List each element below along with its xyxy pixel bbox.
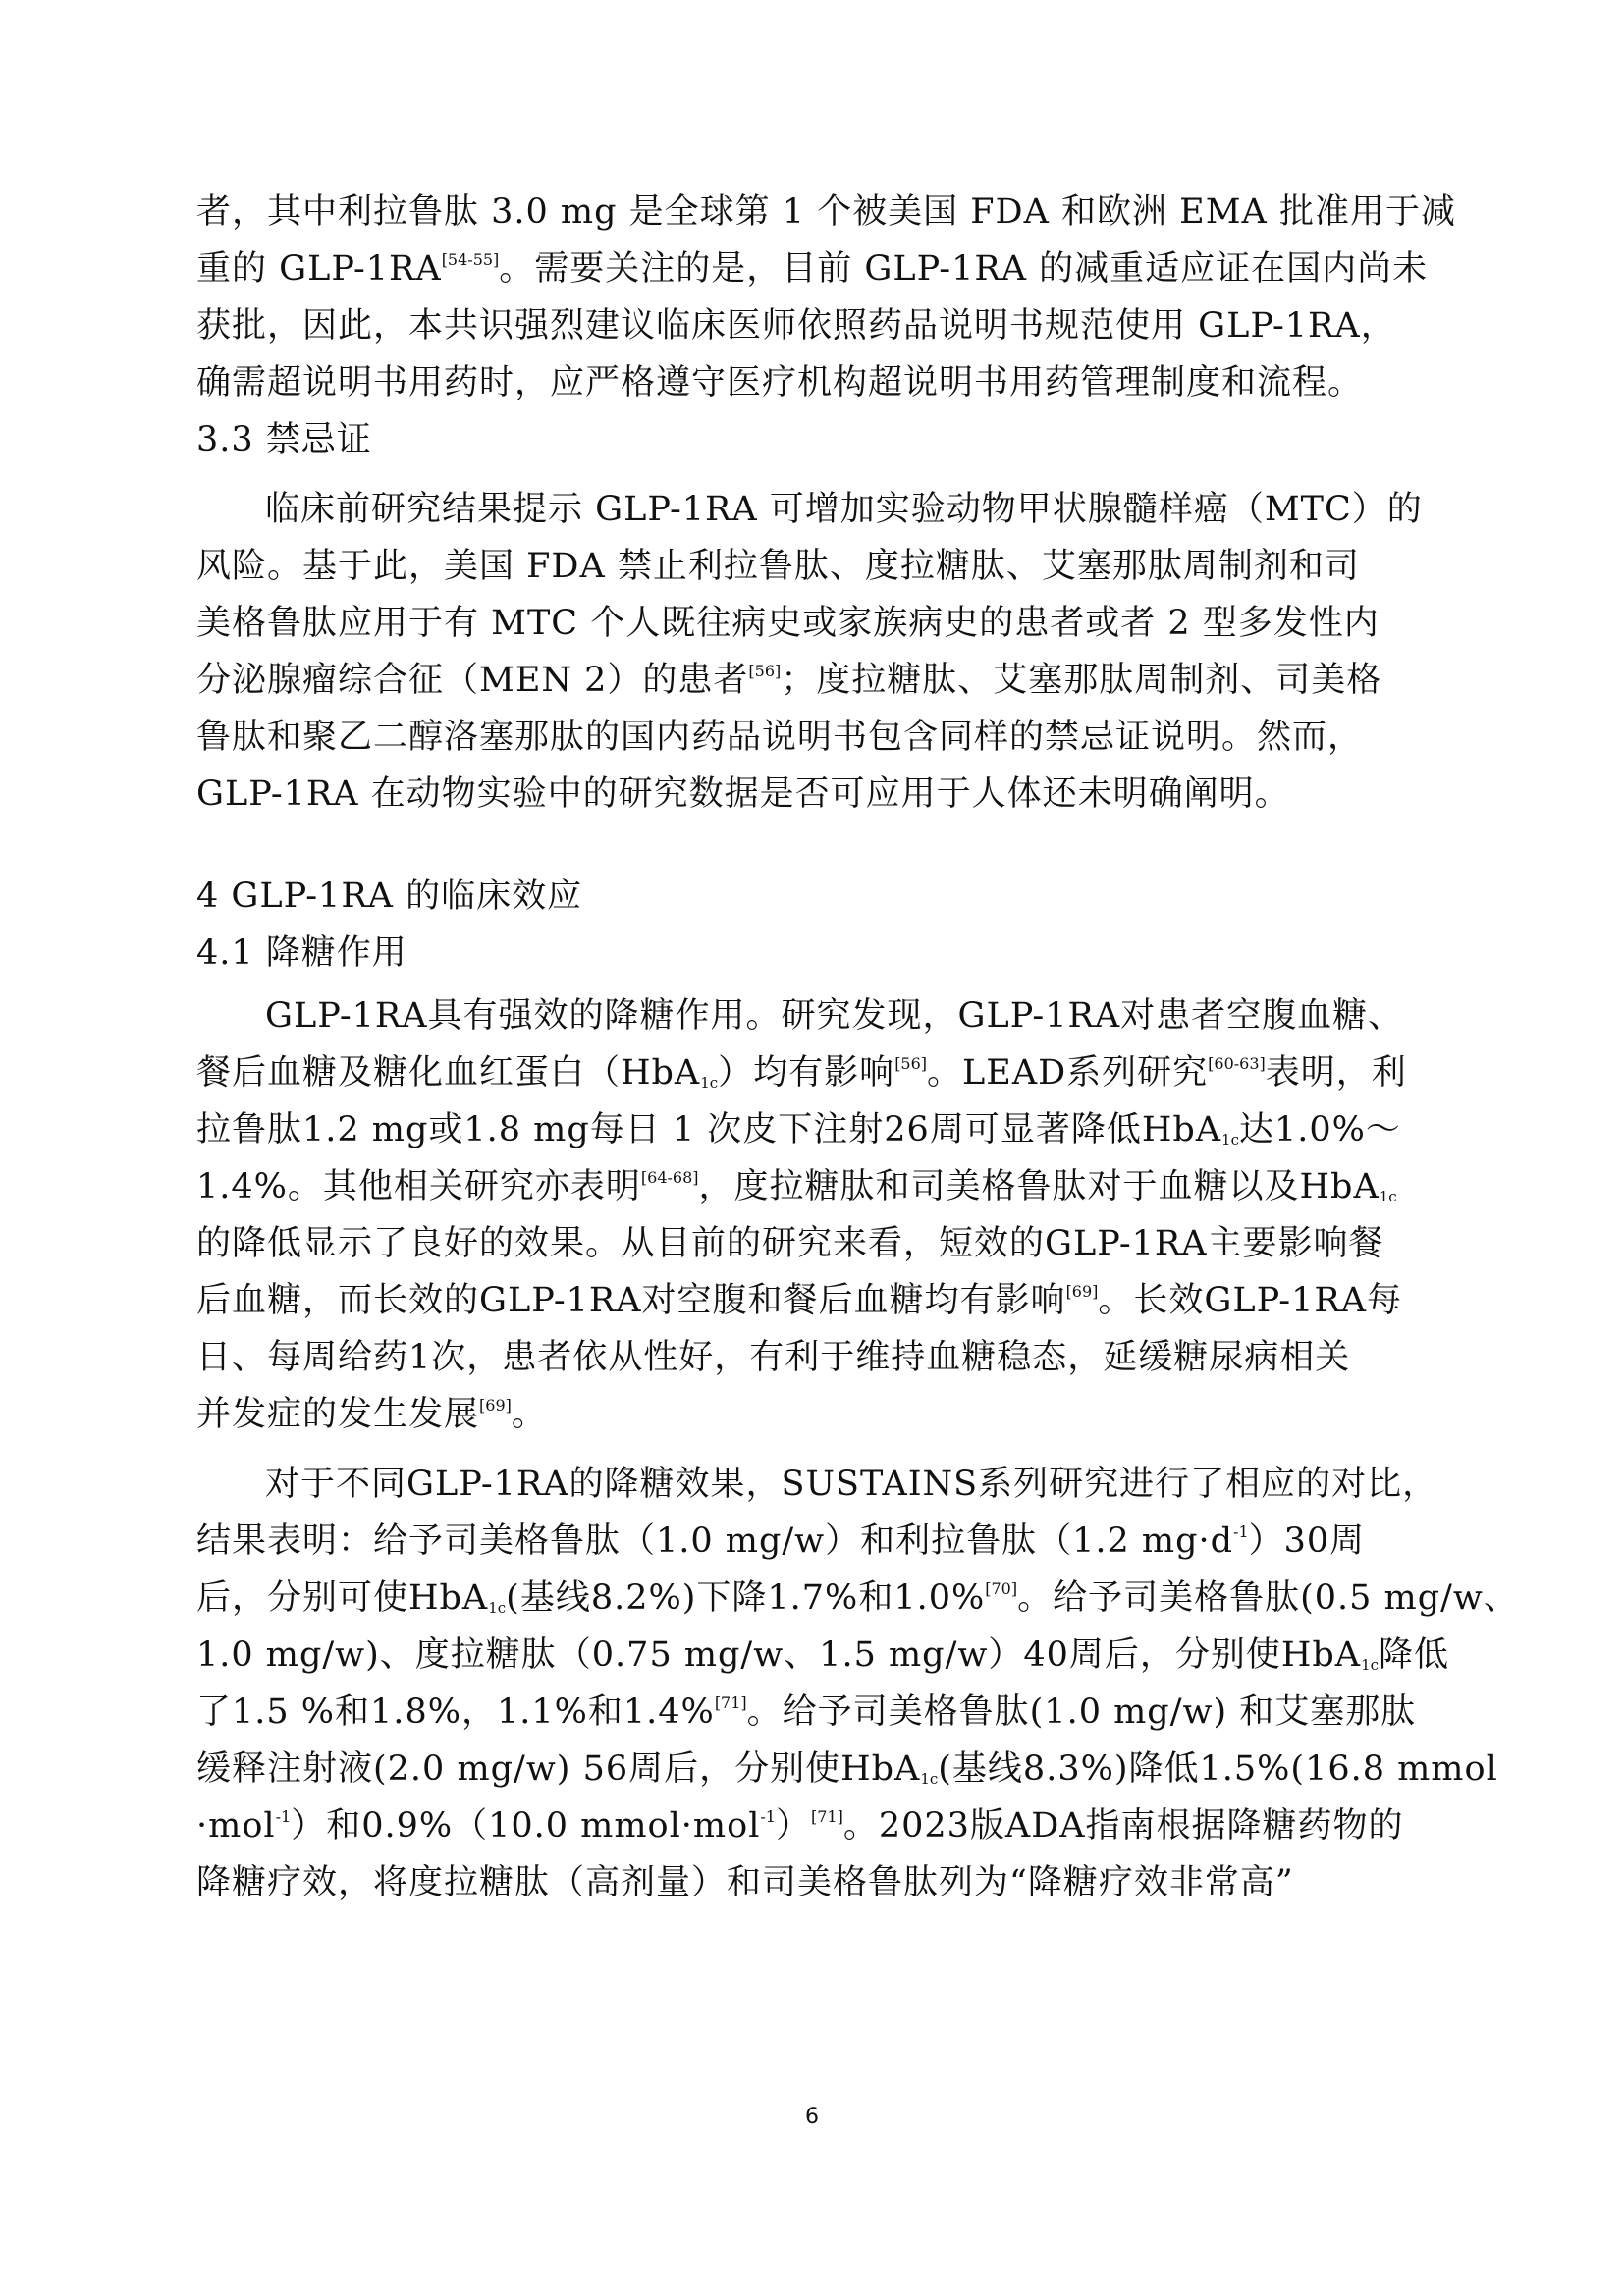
- text-line: [196, 301, 1396, 350]
- text-line: [196, 1162, 1397, 1211]
- citation-superscript: [64-68]: [640, 1168, 699, 1187]
- text-segment: 1.0 mg/w)、度拉糖肽（0.75 mg/w、1.5 mg/w）40周后，分别使HbA: [196, 1635, 1362, 1675]
- text-segment: (基线8.2%)下降1.7%和1.0%: [506, 1578, 986, 1618]
- text-segment: 。给予司美格鲁肽(0.5 mg/w、: [1017, 1578, 1519, 1618]
- text-segment: 拉鲁肽1.2 mg或1.8 mg每日 1 次皮下注射26周可显著降低HbA: [196, 1110, 1222, 1149]
- subscript: 1c: [1379, 1188, 1397, 1205]
- text-segment: 表明，利: [1265, 1053, 1407, 1093]
- text-segment: 缓释注射液(2.0 mg/w) 56周后，分别使HbA: [196, 1749, 921, 1789]
- subscript: 1c: [920, 1770, 939, 1788]
- text-segment: (基线8.3%)降低1.5%(16.8 mmol: [938, 1749, 1498, 1789]
- text-line: [265, 1460, 1437, 1509]
- text-segment: 。需要关注的是，目前 GLP-1RA 的减重适应证在国内尚未: [499, 249, 1429, 289]
- citation-superscript: [54-55]: [441, 250, 500, 269]
- text-segment: 结果表明：给予司美格鲁肽（1.0 mg/w）和利拉鲁肽（1.2 mg·d: [196, 1522, 1234, 1561]
- text-line: [196, 929, 407, 978]
- text-segment: GLP-1RA具有强效的降糖作用。研究发现，GLP-1RA对患者空腹血糖、: [265, 996, 1404, 1036]
- subscript: 1c: [1361, 1656, 1380, 1674]
- text-segment: ）均有影响: [718, 1053, 895, 1093]
- text-segment: 鲁肽和聚乙二醇洛塞那肽的国内药品说明书包含同样的禁忌证说明。然而，: [196, 718, 1364, 757]
- citation-superscript: [71]: [714, 1693, 747, 1712]
- text-line: [196, 1858, 1294, 1907]
- text-segment: 分泌腺瘤综合征（MEN 2）的患者: [196, 661, 749, 700]
- text-line: [196, 358, 1363, 407]
- text-line: [196, 1105, 1401, 1154]
- text-segment: GLP-1RA 在动物实验中的研究数据是否可应用于人体还未明确阐明。: [196, 774, 1290, 814]
- text-line: [196, 1390, 547, 1439]
- citation-superscript: [70]: [985, 1579, 1018, 1598]
- citation-superscript: [60-63]: [1208, 1054, 1266, 1073]
- citation-superscript: -1: [275, 1807, 292, 1826]
- text-segment: 。LEAD系列研究: [927, 1053, 1209, 1093]
- text-segment: 餐后血糖及糖化血红蛋白（HbA: [196, 1053, 701, 1093]
- citation-superscript: [71]: [811, 1807, 843, 1826]
- text-line: [196, 770, 1290, 819]
- citation-superscript: [56]: [748, 662, 782, 680]
- text-segment: ·mol: [196, 1806, 276, 1845]
- text-segment: 1.4%。其他相关研究亦表明: [196, 1167, 641, 1206]
- text-line: [196, 415, 372, 464]
- subscript: 1c: [700, 1074, 719, 1092]
- text-segment: 的降低显示了良好的效果。从目前的研究来看，短效的GLP-1RA主要影响餐: [196, 1224, 1384, 1263]
- text-segment: ；度拉糖肽、艾塞那肽周制剂、司美格: [781, 661, 1382, 700]
- text-line: [196, 244, 1428, 294]
- text-segment: ）: [775, 1806, 811, 1845]
- text-segment: 日、每周给药1次，患者依从性好，有利于维持血糖稳态，延缓糖尿病相关: [196, 1338, 1351, 1377]
- citation-superscript: [69]: [1065, 1282, 1099, 1301]
- citation-superscript: [69]: [479, 1396, 512, 1415]
- text-segment: 。: [511, 1395, 547, 1434]
- text-line: [196, 1517, 1365, 1566]
- citation-superscript: -1: [760, 1807, 776, 1826]
- text-line: [265, 485, 1423, 534]
- text-line: [196, 1630, 1449, 1680]
- text-segment: ，度拉糖肽和司美格鲁肽对于血糖以及HbA: [698, 1167, 1380, 1206]
- text-segment: 并发症的发生发展: [196, 1395, 480, 1434]
- text-line: [196, 1744, 1498, 1793]
- text-segment: 降低: [1379, 1635, 1450, 1675]
- text-segment: 重的 GLP-1RA: [196, 249, 442, 289]
- page-number: 6: [805, 2105, 819, 2129]
- text-line: [196, 713, 1363, 762]
- text-line: [196, 599, 1380, 648]
- subscript: 1c: [1221, 1131, 1239, 1148]
- text-line: [196, 1687, 1416, 1736]
- text-segment: 获批，因此，本共识强烈建议临床医师依照药品说明书规范使用 GLP-1RA，: [196, 306, 1396, 346]
- text-segment: 风险。基于此，美国 FDA 禁止利拉鲁肽、度拉糖肽、艾塞那肽周制剂和司: [196, 547, 1360, 586]
- text-segment: 3.3 禁忌证: [196, 420, 372, 459]
- text-line: [196, 1574, 1519, 1623]
- subscript: 1c: [488, 1599, 507, 1617]
- text-line: [196, 1048, 1407, 1097]
- text-line: [196, 542, 1360, 591]
- text-segment: 对于不同GLP-1RA的降糖效果，SUSTAINS系列研究进行了相应的对比，: [265, 1465, 1438, 1504]
- text-segment: 临床前研究结果提示 GLP-1RA 可增加实验动物甲状腺髓样癌（MTC）的: [265, 490, 1423, 529]
- text-segment: 了1.5 %和1.8%，1.1%和1.4%: [196, 1692, 715, 1732]
- text-segment: 者，其中利拉鲁肽 3.0 mg 是全球第 1 个被美国 FDA 和欧洲 EMA 批准用于减: [196, 192, 1456, 232]
- text-line: [196, 187, 1456, 237]
- text-line: [265, 991, 1403, 1041]
- citation-superscript: -1: [1233, 1522, 1249, 1541]
- text-segment: 确需超说明书用药时，应严格遵守医疗机构超说明书用药管理制度和流程。: [196, 363, 1364, 402]
- text-line: [196, 1276, 1402, 1325]
- text-segment: 美格鲁肽应用于有 MTC 个人既往病史或家族病史的患者或者 2 型多发性内: [196, 604, 1380, 643]
- text-segment: 后血糖，而长效的GLP-1RA对空腹和餐后血糖均有影响: [196, 1281, 1066, 1320]
- text-segment: 4 GLP-1RA 的临床效应: [196, 877, 583, 916]
- text-segment: 。给予司美格鲁肽(1.0 mg/w) 和艾塞那肽: [746, 1692, 1417, 1732]
- text-segment: 。长效GLP-1RA每: [1098, 1281, 1402, 1320]
- text-line: [196, 1801, 1404, 1850]
- text-line: [196, 1333, 1350, 1382]
- citation-superscript: [56]: [894, 1054, 928, 1073]
- text-segment: 。2023版ADA指南根据降糖药物的: [842, 1806, 1404, 1845]
- text-segment: 4.1 降糖作用: [196, 934, 407, 973]
- text-segment: ）30周: [1248, 1522, 1366, 1561]
- text-segment: 降糖疗效，将度拉糖肽（高剂量）和司美格鲁肽列为“降糖疗效非常高”: [196, 1863, 1294, 1902]
- text-line: [196, 656, 1381, 705]
- text-line: [196, 1219, 1384, 1268]
- text-line: [196, 872, 582, 921]
- text-segment: 后，分别可使HbA: [196, 1578, 489, 1618]
- text-segment: ）和0.9%（10.0 mmol·mol: [291, 1806, 761, 1845]
- text-segment: 达1.0%～: [1238, 1110, 1401, 1149]
